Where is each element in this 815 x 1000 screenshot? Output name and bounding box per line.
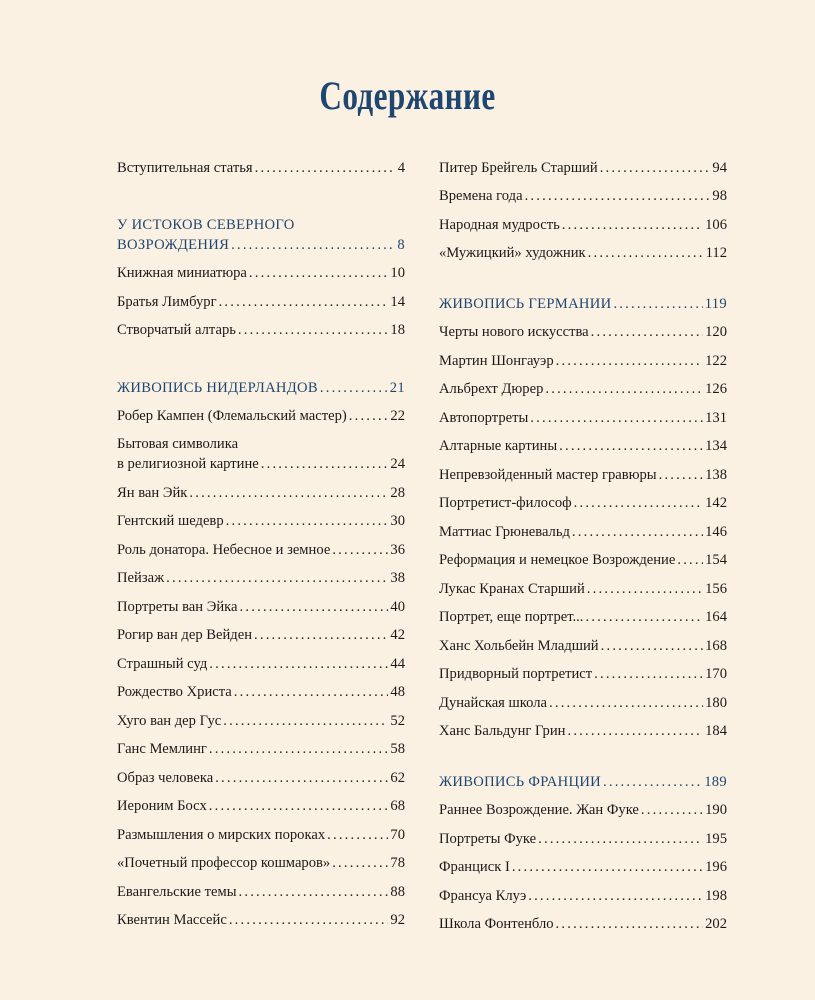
page-number: 62 <box>390 770 405 786</box>
toc-entry[interactable]: Раннее Возрождение. Жан Фуке ..... 190 <box>439 800 727 820</box>
page-number: 36 <box>390 542 405 558</box>
toc-entry[interactable]: Вступительная статья ..... 4 <box>117 158 405 178</box>
toc-section-heading[interactable]: ЖИВОПИСЬ НИДЕРЛАНДОВ ..... 21 <box>117 378 405 398</box>
toc-entry[interactable]: Квентин Массейс ..... 92 <box>117 910 405 930</box>
page-number: 30 <box>390 513 405 529</box>
toc-entry[interactable]: Ганс Мемлинг ..... 58 <box>117 739 405 759</box>
toc-entry[interactable]: Школа Фонтенбло ..... 202 <box>439 914 727 934</box>
toc-entry[interactable]: Пейзаж ..... 38 <box>117 568 405 588</box>
page-number: 198 <box>705 888 727 904</box>
page-number: 126 <box>705 381 727 397</box>
toc-entry[interactable]: Придворный портретист ..... 170 <box>439 664 727 684</box>
page-number: 195 <box>705 831 727 847</box>
toc-entry[interactable]: Створчатый алтарь ..... 18 <box>117 320 405 340</box>
toc-entry[interactable]: Гентский шедевр ..... 30 <box>117 511 405 531</box>
page-number: 134 <box>705 438 727 454</box>
page-title: Содержание <box>319 73 496 118</box>
page-number: 8 <box>397 237 405 253</box>
toc-entry[interactable]: Портреты ван Эйка ..... 40 <box>117 597 405 617</box>
toc-entry[interactable]: Черты нового искусства ..... 120 <box>439 322 727 342</box>
page-number: 154 <box>705 552 727 568</box>
page-number: 138 <box>705 467 727 483</box>
page-number: 98 <box>712 188 727 204</box>
toc-entry[interactable]: «Почетный профессор кошмаров» ..... 78 <box>117 853 405 873</box>
page-number: 131 <box>705 410 727 426</box>
toc-entry[interactable]: Ян ван Эйк ..... 28 <box>117 483 405 503</box>
page-number: 4 <box>397 160 405 176</box>
page-number: 119 <box>704 296 727 312</box>
toc-entry[interactable]: Народная мудрость ..... 106 <box>439 215 727 235</box>
toc-entry[interactable]: Портретист-философ ..... 142 <box>439 493 727 513</box>
toc-entry[interactable]: Рождество Христа ..... 48 <box>117 682 405 702</box>
toc-section-heading[interactable]: ЖИВОПИСЬ ФРАНЦИИ ..... 189 <box>439 772 727 792</box>
page-number: 88 <box>390 884 405 900</box>
page-number: 10 <box>390 265 405 281</box>
page-number: 44 <box>390 656 405 672</box>
toc-entry[interactable]: Хуго ван дер Гус ..... 52 <box>117 711 405 731</box>
page-number: 202 <box>705 916 727 932</box>
page-number: 189 <box>704 774 727 790</box>
toc-section-heading[interactable]: ЖИВОПИСЬ ГЕРМАНИИ ..... 119 <box>439 294 727 314</box>
page-number: 58 <box>390 741 405 757</box>
toc-entry[interactable]: «Мужицкий» художник ..... 112 <box>439 243 727 263</box>
toc-entry[interactable]: Евангельские темы ..... 88 <box>117 882 405 902</box>
toc-entry[interactable]: Робер Кампен (Флемальский мастер) ..... 22 <box>117 406 405 426</box>
page-number: 120 <box>705 324 727 340</box>
toc-entry[interactable]: Маттиас Грюневальд ..... 146 <box>439 522 727 542</box>
toc-entry[interactable]: Алтарные картины ..... 134 <box>439 436 727 456</box>
toc-entry[interactable]: Ханс Хольбейн Младший ..... 168 <box>439 636 727 656</box>
page-number: 190 <box>705 802 727 818</box>
toc-entry[interactable]: Роль донатора. Небесное и земное ..... 36 <box>117 540 405 560</box>
toc-entry[interactable]: Реформация и немецкое Возрождение ..... 154 <box>439 550 727 570</box>
page-number: 14 <box>390 294 405 310</box>
toc-entry[interactable]: Лукас Кранах Старший ..... 156 <box>439 579 727 599</box>
toc-entry[interactable]: Книжная миниатюра ..... 10 <box>117 263 405 283</box>
page-number: 28 <box>390 485 405 501</box>
page-number: 112 <box>705 245 727 261</box>
toc-entry[interactable]: Питер Брейгель Старший ..... 94 <box>439 158 727 178</box>
page-number: 22 <box>390 408 405 424</box>
toc-entry[interactable]: Бытовая символика в религиозной картине ..... 24 <box>117 434 405 474</box>
toc-section-heading[interactable]: У ИСТОКОВ СЕВЕРНОГО ВОЗРОЖДЕНИЯ ..... 8 <box>117 215 405 255</box>
toc-entry[interactable]: Дунайская школа ..... 180 <box>439 693 727 713</box>
page-number: 92 <box>390 912 405 928</box>
toc-entry[interactable]: Братья Лимбург ..... 14 <box>117 292 405 312</box>
page-number: 24 <box>390 456 405 472</box>
toc-entry[interactable]: Времена года ..... 98 <box>439 186 727 206</box>
page-number: 164 <box>705 609 727 625</box>
page-number: 168 <box>705 638 727 654</box>
toc-entry[interactable]: Рогир ван дер Вейден ..... 42 <box>117 625 405 645</box>
toc-entry[interactable]: Портреты Фуке ..... 195 <box>439 829 727 849</box>
page-number: 180 <box>705 695 727 711</box>
page-number: 70 <box>390 827 405 843</box>
toc-entry[interactable]: Страшный суд ..... 44 <box>117 654 405 674</box>
page-number: 38 <box>390 570 405 586</box>
page-number: 42 <box>390 627 405 643</box>
toc-entry[interactable]: Образ человека ..... 62 <box>117 768 405 788</box>
page-number: 146 <box>705 524 727 540</box>
page-number: 78 <box>390 855 405 871</box>
page-number: 40 <box>390 599 405 615</box>
toc-entry[interactable]: Франсуа Клуэ ..... 198 <box>439 886 727 906</box>
toc-entry[interactable]: Альбрехт Дюрер ..... 126 <box>439 379 727 399</box>
page-number: 48 <box>390 684 405 700</box>
page-number: 18 <box>390 322 405 338</box>
page-number: 156 <box>705 581 727 597</box>
toc-entry[interactable]: Автопортреты ..... 131 <box>439 408 727 428</box>
toc-entry[interactable]: Иероним Босх ..... 68 <box>117 796 405 816</box>
toc-entry[interactable]: Франциск I ..... 196 <box>439 857 727 877</box>
page-number: 21 <box>389 380 405 396</box>
toc-entry[interactable]: Мартин Шонгауэр ..... 122 <box>439 351 727 371</box>
page-number: 122 <box>705 353 727 369</box>
page-number: 184 <box>705 723 727 739</box>
toc-entry[interactable]: Размышления о мирских пороках ..... 70 <box>117 825 405 845</box>
page-number: 142 <box>705 495 727 511</box>
page-number: 52 <box>390 713 405 729</box>
page-number: 170 <box>705 666 727 682</box>
page-number: 106 <box>705 217 727 233</box>
page-number: 68 <box>390 798 405 814</box>
toc-entry[interactable]: Непревзойденный мастер гравюры ..... 138 <box>439 465 727 485</box>
page-number: 196 <box>705 859 727 875</box>
page-number: 94 <box>712 160 727 176</box>
toc-entry[interactable]: Портрет, еще портрет... ..... 164 <box>439 607 727 627</box>
toc-entry[interactable]: Ханс Бальдунг Грин ..... 184 <box>439 721 727 741</box>
